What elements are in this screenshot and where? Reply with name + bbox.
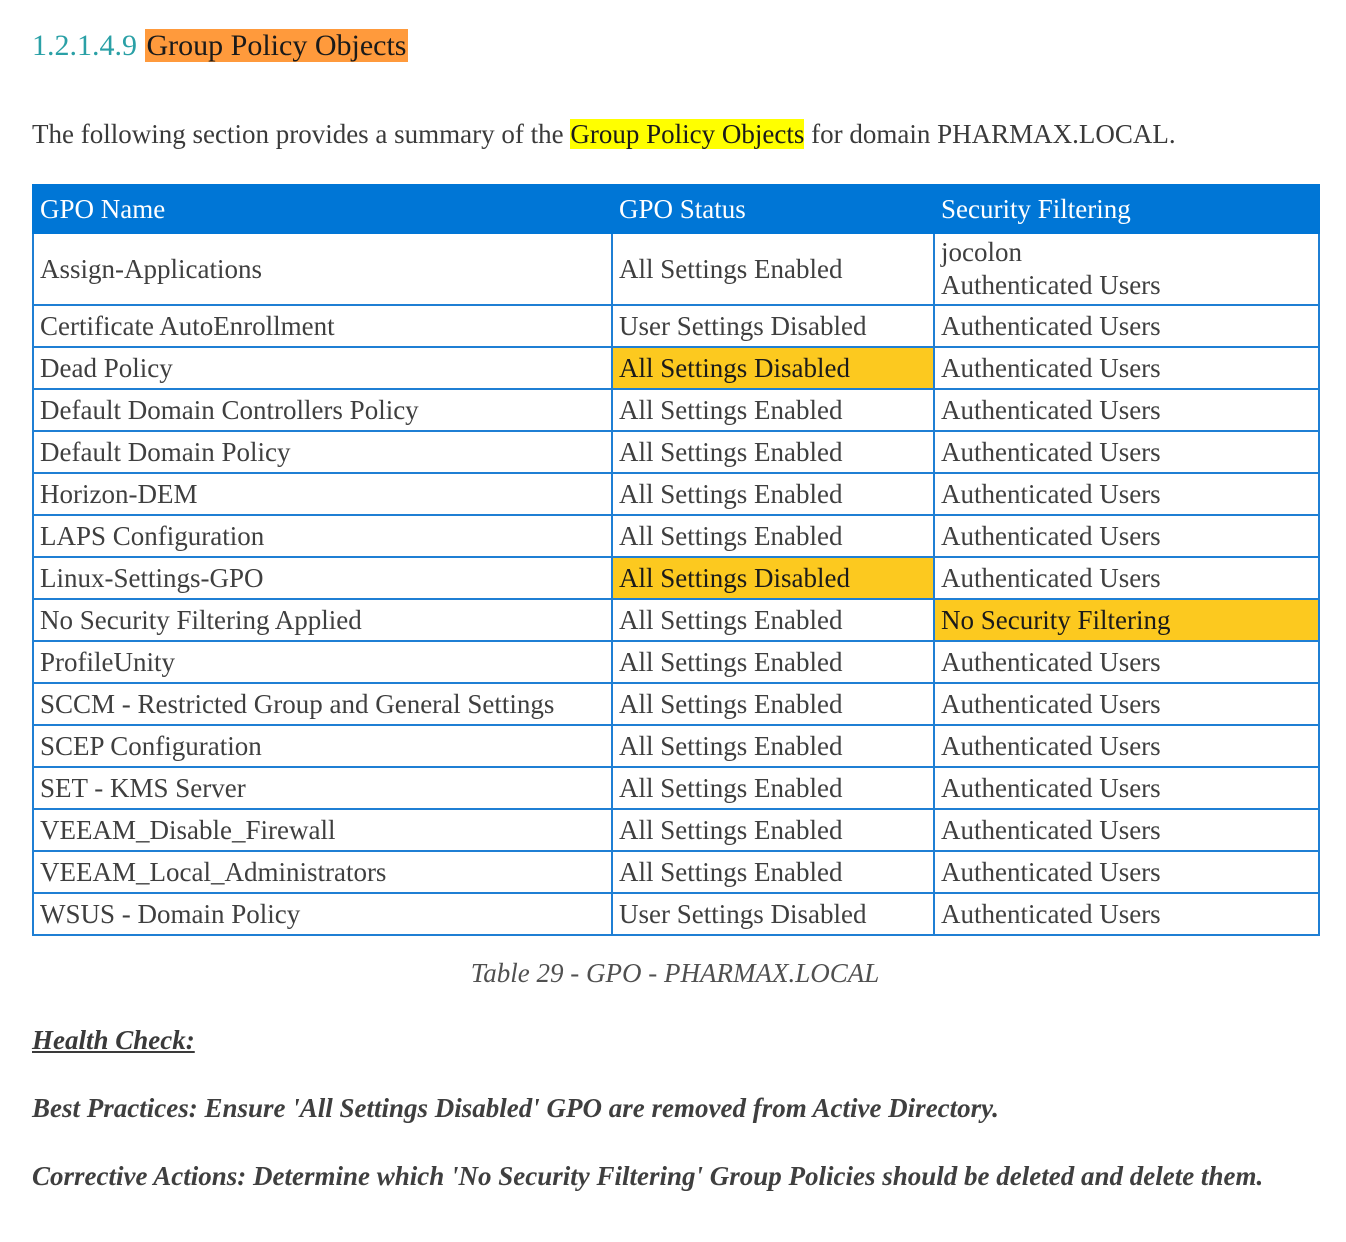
table-row xyxy=(33,893,1319,935)
security-filtering-entry: Authenticated Users xyxy=(941,353,1161,383)
gpo-name-cell: SET - KMS Server xyxy=(33,767,612,809)
gpo-status-cell: All Settings Enabled xyxy=(612,809,934,851)
security-filtering-entry: Authenticated Users xyxy=(941,563,1161,593)
security-filtering-entry: Authenticated Users xyxy=(941,311,1161,341)
security-filtering-entry: Authenticated Users xyxy=(941,689,1161,719)
gpo-name-cell: VEEAM_Disable_Firewall xyxy=(33,809,612,851)
security-filtering-cell xyxy=(934,893,1319,935)
table-body xyxy=(33,233,1319,935)
security-filtering-cell xyxy=(934,557,1319,599)
gpo-name-cell: No Security Filtering Applied xyxy=(33,599,612,641)
table-row xyxy=(33,515,1319,557)
security-filtering-cell xyxy=(934,683,1319,725)
section-title: Group Policy Objects xyxy=(146,29,407,62)
security-filtering-entry: Authenticated Users xyxy=(941,815,1161,845)
intro-paragraph xyxy=(32,116,1176,152)
corrective-actions-text: Corrective Actions: Determine which 'No Security Filtering' Group Policies should be deleted and delete them. xyxy=(32,1161,1264,1191)
table-row xyxy=(33,347,1319,389)
table-row xyxy=(33,431,1319,473)
gpo-name-cell: WSUS - Domain Policy xyxy=(33,893,612,935)
table-row xyxy=(33,641,1319,683)
security-filtering-entry: No Security Filtering xyxy=(941,605,1171,635)
security-filtering-cell xyxy=(934,431,1319,473)
table-row xyxy=(33,767,1319,809)
security-filtering-entry: Authenticated Users xyxy=(941,857,1161,887)
gpo-name-cell: SCCM - Restricted Group and General Settings xyxy=(33,683,612,725)
table-caption: Table 29 - GPO - PHARMAX.LOCAL xyxy=(470,958,880,988)
security-filtering-entry: Authenticated Users xyxy=(941,647,1161,677)
intro-highlight: Group Policy Objects xyxy=(570,119,805,149)
gpo-status-cell: All Settings Enabled xyxy=(612,683,934,725)
table-row xyxy=(33,809,1319,851)
table-row xyxy=(33,599,1319,641)
gpo-status-cell: All Settings Enabled xyxy=(612,767,934,809)
header-gpo-status: GPO Status xyxy=(612,185,934,233)
gpo-status-cell: All Settings Enabled xyxy=(612,389,934,431)
gpo-name-cell: SCEP Configuration xyxy=(33,725,612,767)
security-filtering-cell xyxy=(934,767,1319,809)
security-filtering-cell xyxy=(934,725,1319,767)
gpo-status-cell: User Settings Disabled xyxy=(612,893,934,935)
table-row xyxy=(33,683,1319,725)
intro-text-after: for domain PHARMAX.LOCAL. xyxy=(804,119,1176,149)
security-filtering-entry: Authenticated Users xyxy=(941,899,1161,929)
gpo-name-cell: Horizon-DEM xyxy=(33,473,612,515)
gpo-name-cell: Dead Policy xyxy=(33,347,612,389)
table-row xyxy=(33,305,1319,347)
security-filtering-cell xyxy=(934,305,1319,347)
table-row xyxy=(33,851,1319,893)
gpo-name-cell: Linux-Settings-GPO xyxy=(33,557,612,599)
security-filtering-cell xyxy=(934,809,1319,851)
security-filtering-entry: Authenticated Users xyxy=(941,395,1161,425)
security-filtering-cell xyxy=(934,515,1319,557)
table-header-row xyxy=(33,185,1319,233)
best-practices-text: Best Practices: Ensure 'All Settings Disabled' GPO are removed from Active Directory. xyxy=(32,1093,999,1123)
gpo-name-cell: Default Domain Policy xyxy=(33,431,612,473)
table-row xyxy=(33,557,1319,599)
gpo-status-cell: All Settings Enabled xyxy=(612,233,934,305)
gpo-name-cell: Default Domain Controllers Policy xyxy=(33,389,612,431)
section-heading xyxy=(32,26,408,66)
security-filtering-entry: Authenticated Users xyxy=(941,731,1161,761)
gpo-status-cell: All Settings Enabled xyxy=(612,599,934,641)
gpo-status-cell: All Settings Enabled xyxy=(612,851,934,893)
gpo-name-cell: LAPS Configuration xyxy=(33,515,612,557)
security-filtering-entry: Authenticated Users xyxy=(941,521,1161,551)
gpo-status-cell: All Settings Disabled xyxy=(612,557,934,599)
security-filtering-cell xyxy=(934,473,1319,515)
header-gpo-name: GPO Name xyxy=(33,185,612,233)
health-check-title: Health Check: xyxy=(32,1025,195,1055)
security-filtering-cell xyxy=(934,641,1319,683)
gpo-name-cell: Assign-Applications xyxy=(33,233,612,305)
gpo-status-cell: All Settings Enabled xyxy=(612,641,934,683)
table-row xyxy=(33,725,1319,767)
security-filtering-cell xyxy=(934,233,1319,305)
gpo-status-cell: All Settings Enabled xyxy=(612,725,934,767)
security-filtering-entry: Authenticated Users xyxy=(941,479,1161,509)
gpo-status-cell: All Settings Disabled xyxy=(612,347,934,389)
table-row xyxy=(33,473,1319,515)
security-filtering-cell xyxy=(934,599,1319,641)
security-filtering-entry: Authenticated Users xyxy=(941,270,1161,300)
gpo-name-cell: VEEAM_Local_Administrators xyxy=(33,851,612,893)
security-filtering-cell xyxy=(934,347,1319,389)
gpo-table xyxy=(32,184,1320,936)
security-filtering-entry: Authenticated Users xyxy=(941,437,1161,467)
security-filtering-entry: jocolon xyxy=(941,237,1022,267)
gpo-status-cell: All Settings Enabled xyxy=(612,515,934,557)
gpo-name-cell: ProfileUnity xyxy=(33,641,612,683)
gpo-status-cell: All Settings Enabled xyxy=(612,473,934,515)
security-filtering-entry: Authenticated Users xyxy=(941,773,1161,803)
gpo-status-cell: All Settings Enabled xyxy=(612,431,934,473)
table-row xyxy=(33,389,1319,431)
security-filtering-cell xyxy=(934,851,1319,893)
gpo-status-cell: User Settings Disabled xyxy=(612,305,934,347)
security-filtering-cell xyxy=(934,389,1319,431)
intro-text-before: The following section provides a summary of the xyxy=(32,119,571,149)
gpo-name-cell: Certificate AutoEnrollment xyxy=(33,305,612,347)
table-row xyxy=(33,233,1319,305)
header-security-filtering: Security Filtering xyxy=(934,185,1319,233)
section-number: 1.2.1.4.9 xyxy=(32,29,137,62)
